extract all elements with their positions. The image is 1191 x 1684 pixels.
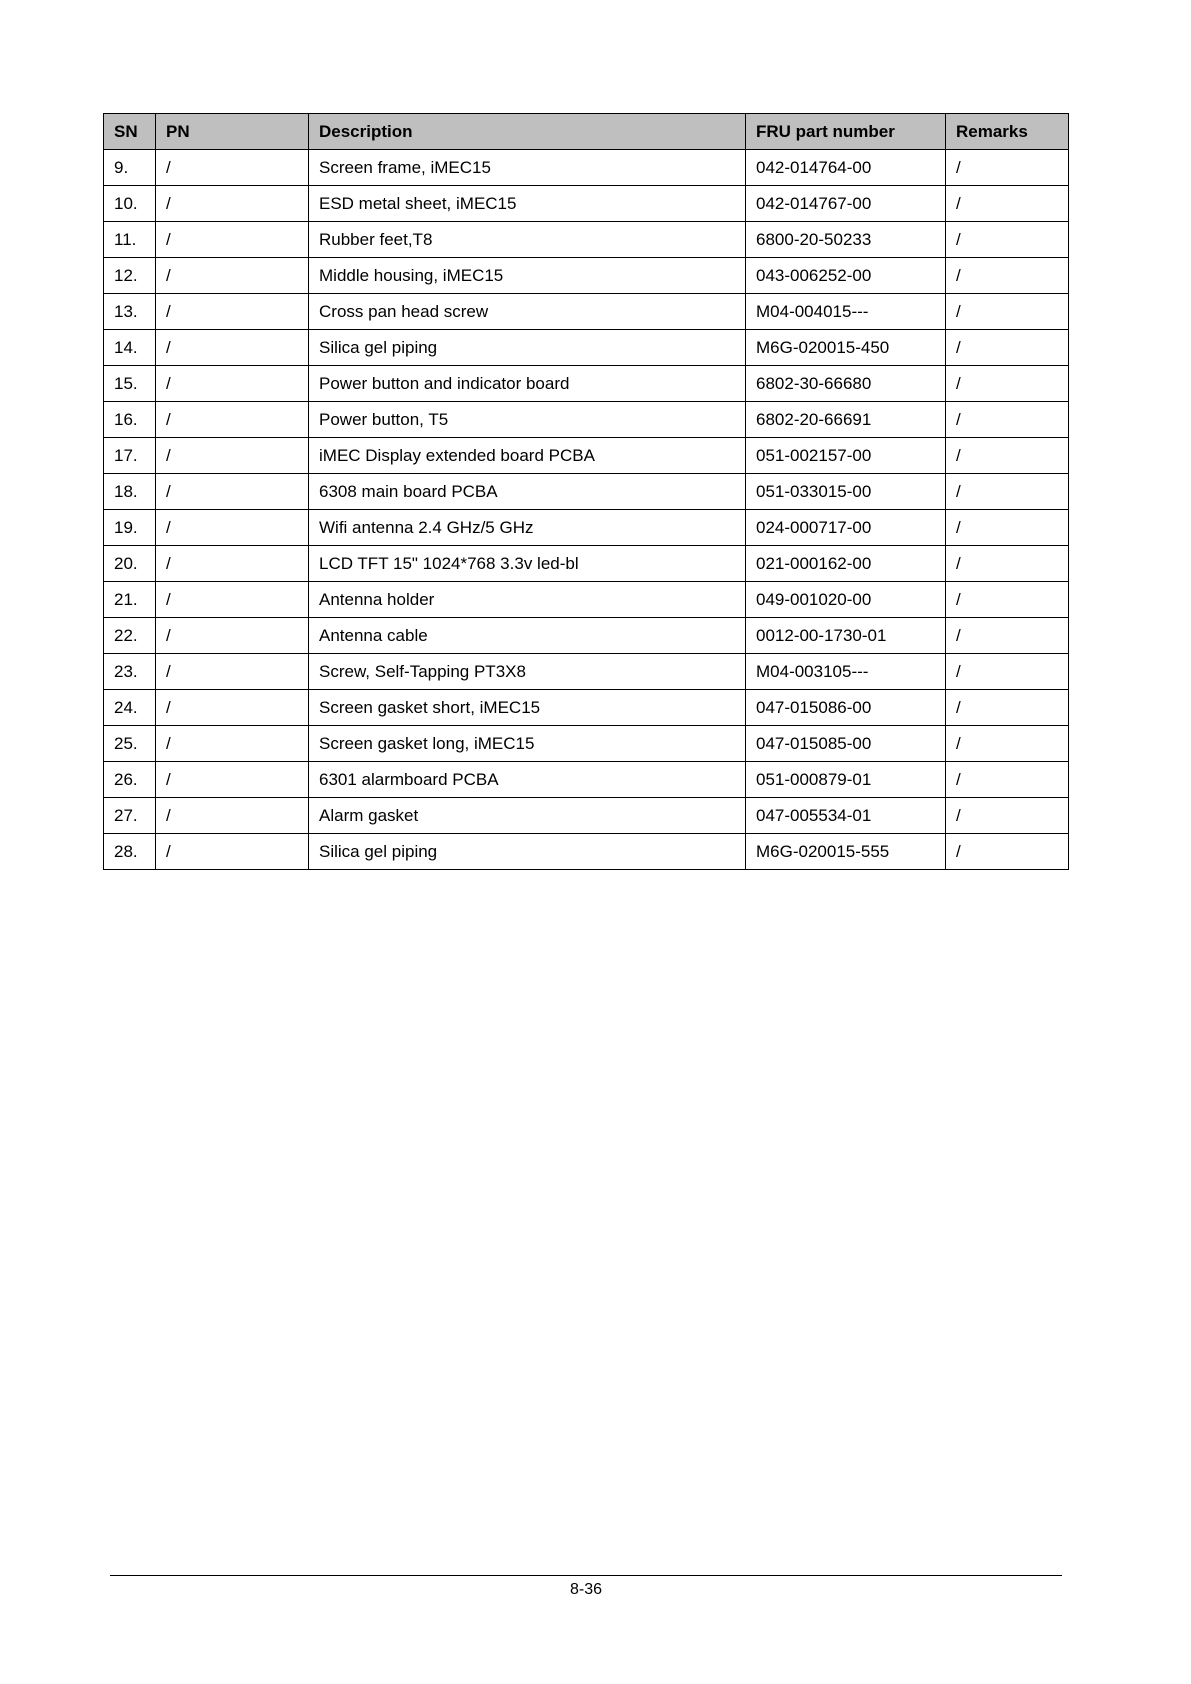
table-row bbox=[104, 402, 1069, 438]
cell-fru-part-number: 051-002157-00 bbox=[746, 438, 946, 474]
table-row bbox=[104, 258, 1069, 294]
cell-remarks: / bbox=[946, 582, 1069, 618]
cell-description: Alarm gasket bbox=[309, 798, 746, 834]
table-row bbox=[104, 150, 1069, 186]
cell-description: Middle housing, iMEC15 bbox=[309, 258, 746, 294]
table-row bbox=[104, 798, 1069, 834]
cell-remarks: / bbox=[946, 438, 1069, 474]
cell-fru-part-number: 021-000162-00 bbox=[746, 546, 946, 582]
cell-remarks: / bbox=[946, 150, 1069, 186]
header-sn: SN bbox=[104, 114, 156, 150]
cell-pn: / bbox=[156, 798, 309, 834]
cell-description: Cross pan head screw bbox=[309, 294, 746, 330]
cell-fru-part-number: 6802-30-66680 bbox=[746, 366, 946, 402]
cell-sn: 23. bbox=[104, 654, 156, 690]
header-description: Description bbox=[309, 114, 746, 150]
table-row bbox=[104, 474, 1069, 510]
cell-sn: 10. bbox=[104, 186, 156, 222]
cell-fru-part-number: M6G-020015-450 bbox=[746, 330, 946, 366]
cell-sn: 15. bbox=[104, 366, 156, 402]
table-row bbox=[104, 654, 1069, 690]
cell-description: Power button, T5 bbox=[309, 402, 746, 438]
cell-remarks: / bbox=[946, 690, 1069, 726]
cell-sn: 18. bbox=[104, 474, 156, 510]
cell-fru-part-number: 043-006252-00 bbox=[746, 258, 946, 294]
cell-sn: 12. bbox=[104, 258, 156, 294]
cell-description: Power button and indicator board bbox=[309, 366, 746, 402]
cell-fru-part-number: M6G-020015-555 bbox=[746, 834, 946, 870]
cell-fru-part-number: 047-015086-00 bbox=[746, 690, 946, 726]
cell-pn: / bbox=[156, 222, 309, 258]
cell-fru-part-number: 051-033015-00 bbox=[746, 474, 946, 510]
cell-sn: 13. bbox=[104, 294, 156, 330]
cell-fru-part-number: M04-003105--- bbox=[746, 654, 946, 690]
header-pn: PN bbox=[156, 114, 309, 150]
cell-description: Antenna holder bbox=[309, 582, 746, 618]
cell-description: Antenna cable bbox=[309, 618, 746, 654]
cell-remarks: / bbox=[946, 510, 1069, 546]
cell-remarks: / bbox=[946, 474, 1069, 510]
header-fru-part-number: FRU part number bbox=[746, 114, 946, 150]
cell-pn: / bbox=[156, 330, 309, 366]
cell-description: Screen gasket short, iMEC15 bbox=[309, 690, 746, 726]
cell-fru-part-number: 024-000717-00 bbox=[746, 510, 946, 546]
table-row bbox=[104, 222, 1069, 258]
cell-sn: 20. bbox=[104, 546, 156, 582]
cell-remarks: / bbox=[946, 798, 1069, 834]
cell-description: Screen frame, iMEC15 bbox=[309, 150, 746, 186]
cell-sn: 27. bbox=[104, 798, 156, 834]
table-row bbox=[104, 294, 1069, 330]
table-row bbox=[104, 330, 1069, 366]
table-row bbox=[104, 438, 1069, 474]
cell-remarks: / bbox=[946, 222, 1069, 258]
cell-sn: 9. bbox=[104, 150, 156, 186]
cell-pn: / bbox=[156, 690, 309, 726]
cell-fru-part-number: 051-000879-01 bbox=[746, 762, 946, 798]
table-row bbox=[104, 726, 1069, 762]
table-row bbox=[104, 546, 1069, 582]
cell-remarks: / bbox=[946, 366, 1069, 402]
cell-description: ESD metal sheet, iMEC15 bbox=[309, 186, 746, 222]
cell-pn: / bbox=[156, 546, 309, 582]
cell-sn: 11. bbox=[104, 222, 156, 258]
cell-remarks: / bbox=[946, 834, 1069, 870]
cell-sn: 28. bbox=[104, 834, 156, 870]
cell-pn: / bbox=[156, 402, 309, 438]
cell-pn: / bbox=[156, 150, 309, 186]
cell-fru-part-number: 049-001020-00 bbox=[746, 582, 946, 618]
cell-pn: / bbox=[156, 834, 309, 870]
cell-sn: 14. bbox=[104, 330, 156, 366]
table-row bbox=[104, 582, 1069, 618]
cell-sn: 19. bbox=[104, 510, 156, 546]
parts-table-body bbox=[104, 150, 1069, 870]
table-row bbox=[104, 186, 1069, 222]
cell-remarks: / bbox=[946, 186, 1069, 222]
header-remarks: Remarks bbox=[946, 114, 1069, 150]
cell-remarks: / bbox=[946, 258, 1069, 294]
cell-pn: / bbox=[156, 474, 309, 510]
parts-table bbox=[103, 113, 1069, 870]
cell-remarks: / bbox=[946, 546, 1069, 582]
cell-description: LCD TFT 15" 1024*768 3.3v led-bl bbox=[309, 546, 746, 582]
cell-description: 6308 main board PCBA bbox=[309, 474, 746, 510]
cell-sn: 25. bbox=[104, 726, 156, 762]
cell-sn: 26. bbox=[104, 762, 156, 798]
cell-pn: / bbox=[156, 510, 309, 546]
cell-pn: / bbox=[156, 258, 309, 294]
cell-fru-part-number: M04-004015--- bbox=[746, 294, 946, 330]
cell-remarks: / bbox=[946, 294, 1069, 330]
cell-fru-part-number: 6802-20-66691 bbox=[746, 402, 946, 438]
parts-table-header bbox=[104, 114, 1069, 150]
cell-fru-part-number: 0012-00-1730-01 bbox=[746, 618, 946, 654]
cell-remarks: / bbox=[946, 726, 1069, 762]
table-row bbox=[104, 366, 1069, 402]
cell-sn: 22. bbox=[104, 618, 156, 654]
cell-pn: / bbox=[156, 582, 309, 618]
cell-description: iMEC Display extended board PCBA bbox=[309, 438, 746, 474]
cell-remarks: / bbox=[946, 654, 1069, 690]
header-row bbox=[104, 114, 1069, 150]
cell-description: Wifi antenna 2.4 GHz/5 GHz bbox=[309, 510, 746, 546]
cell-fru-part-number: 047-015085-00 bbox=[746, 726, 946, 762]
cell-fru-part-number: 042-014767-00 bbox=[746, 186, 946, 222]
cell-description: Screw, Self-Tapping PT3X8 bbox=[309, 654, 746, 690]
cell-description: Silica gel piping bbox=[309, 834, 746, 870]
cell-pn: / bbox=[156, 618, 309, 654]
table-row bbox=[104, 510, 1069, 546]
cell-description: Rubber feet,T8 bbox=[309, 222, 746, 258]
cell-pn: / bbox=[156, 726, 309, 762]
cell-remarks: / bbox=[946, 618, 1069, 654]
cell-fru-part-number: 042-014764-00 bbox=[746, 150, 946, 186]
table-row bbox=[104, 618, 1069, 654]
cell-sn: 16. bbox=[104, 402, 156, 438]
cell-remarks: / bbox=[946, 330, 1069, 366]
cell-fru-part-number: 047-005534-01 bbox=[746, 798, 946, 834]
table-row bbox=[104, 834, 1069, 870]
cell-remarks: / bbox=[946, 762, 1069, 798]
cell-pn: / bbox=[156, 294, 309, 330]
cell-pn: / bbox=[156, 654, 309, 690]
table-row bbox=[104, 762, 1069, 798]
cell-pn: / bbox=[156, 186, 309, 222]
cell-pn: / bbox=[156, 438, 309, 474]
cell-pn: / bbox=[156, 366, 309, 402]
cell-fru-part-number: 6800-20-50233 bbox=[746, 222, 946, 258]
cell-description: Silica gel piping bbox=[309, 330, 746, 366]
cell-sn: 17. bbox=[104, 438, 156, 474]
cell-pn: / bbox=[156, 762, 309, 798]
cell-remarks: / bbox=[946, 402, 1069, 438]
footer-divider bbox=[110, 1575, 1062, 1576]
page-number: 8-36 bbox=[569, 1581, 603, 1598]
table-row bbox=[104, 690, 1069, 726]
cell-description: 6301 alarmboard PCBA bbox=[309, 762, 746, 798]
cell-description: Screen gasket long, iMEC15 bbox=[309, 726, 746, 762]
cell-sn: 21. bbox=[104, 582, 156, 618]
cell-sn: 24. bbox=[104, 690, 156, 726]
